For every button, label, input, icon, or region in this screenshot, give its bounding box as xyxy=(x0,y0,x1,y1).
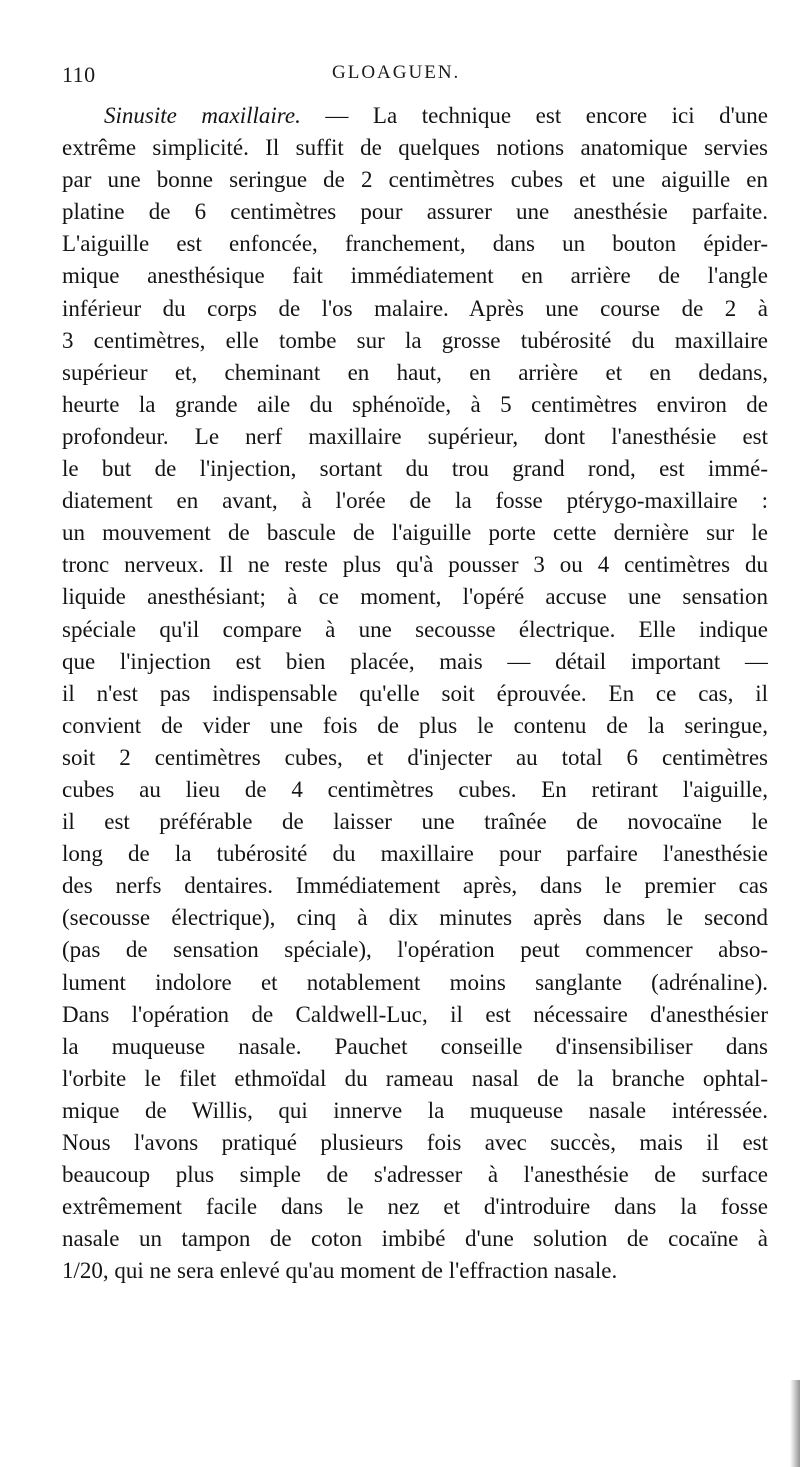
text-line: beaucoup plus simple de s'adresser à l'anesthésie de surface xyxy=(62,1162,768,1188)
text-line: tronc nerveux. Il ne reste plus qu'à pousser 3 ou 4 centimètres du xyxy=(62,552,768,578)
first-line-text: — La technique est encore ici d'une xyxy=(300,103,768,128)
text-line: mique de Willis, qui innerve la muqueuse nasale intéressée. xyxy=(62,1097,768,1123)
text-line: (pas de sensation spéciale), l'opération peut commencer abso- xyxy=(62,937,768,963)
text-line: inférieur du corps de l'os malaire. Après une course de 2 à xyxy=(62,295,768,321)
text-line: un mouvement de bascule de l'aiguille porte cette dernière sur le xyxy=(62,520,768,546)
text-line: le but de l'injection, sortant du trou grand rond, est immé- xyxy=(62,456,768,482)
text-line: long de la tubérosité du maxillaire pour parfaire l'anesthésie xyxy=(62,841,768,867)
text-line: extrêmement facile dans le nez et d'introduire dans la fosse xyxy=(62,1194,768,1220)
running-head xyxy=(62,52,768,92)
paragraph-first-line xyxy=(62,100,768,132)
text-line: des nerfs dentaires. Immédiatement après, dans le premier cas xyxy=(62,873,768,899)
text-line: (secousse électrique), cinq à dix minutes après dans le second xyxy=(62,905,768,931)
text-line: que l'injection est bien placée, mais — détail important — xyxy=(62,648,768,674)
text-line: Nous l'avons pratiqué plusieurs fois avec succès, mais il est xyxy=(62,1130,768,1155)
text-line: la muqueuse nasale. Pauchet conseille d'insensibiliser dans xyxy=(62,1033,768,1059)
text-line: supérieur et, cheminant en haut, en arrière et en dedans, xyxy=(62,359,768,385)
text-line: liquide anesthésiant; à ce moment, l'opéré accuse une sensation xyxy=(62,584,768,610)
text-line: heurte la grande aile du sphénoïde, à 5 centimètres environ de xyxy=(62,391,768,417)
text-line: platine de 6 centimètres pour assurer une anesthésie parfaite. xyxy=(62,199,768,225)
text-line: extrême simplicité. Il suffit de quelques notions anatomique servies xyxy=(62,135,768,161)
text-line: nasale un tampon de coton imbibé d'une solution de cocaïne à xyxy=(62,1226,768,1252)
text-line: mique anesthésique fait immédiatement en arrière de l'angle xyxy=(62,263,768,289)
section-title: Sinusite maxillaire. xyxy=(104,103,301,128)
text-line: diatement en avant, à l'orée de la fosse ptérygo-maxillaire : xyxy=(62,488,768,514)
text-line: il n'est pas indispensable qu'elle soit éprouvée. En ce cas, il xyxy=(62,680,768,706)
page-edge-shadow xyxy=(790,1380,800,1467)
text-line: profondeur. Le nerf maxillaire supérieur, dont l'anesthésie est xyxy=(62,423,768,449)
running-title: GLOAGUEN. xyxy=(332,62,461,83)
text-line-last: 1/20, qui ne sera enlevé qu'au moment de l'effraction nasale. xyxy=(62,1258,618,1284)
text-line: Dans l'opération de Caldwell-Luc, il est nécessaire d'anesthésier xyxy=(62,1001,768,1027)
text-line: par une bonne seringue de 2 centimètres cubes et une aiguille en xyxy=(62,167,768,193)
text-line: convient de vider une fois de plus le contenu de la seringue, xyxy=(62,712,768,738)
text-line: il est préférable de laisser une traînée de novocaïne le xyxy=(62,809,768,835)
text-line: soit 2 centimètres cubes, et d'injecter au total 6 centimètres xyxy=(62,744,768,770)
text-line: cubes au lieu de 4 centimètres cubes. En retirant l'aiguille, xyxy=(62,776,768,802)
text-line: 3 centimètres, elle tombe sur la grosse tubérosité du maxillaire xyxy=(62,327,768,353)
text-line: l'orbite le filet ethmoïdal du rameau nasal de la branche ophtal- xyxy=(62,1065,768,1091)
text-line: lument indolore et notablement moins sanglante (adrénaline). xyxy=(62,969,768,995)
page-number: 110 xyxy=(62,62,96,87)
text-line: spéciale qu'il compare à une secousse électrique. Elle indique xyxy=(62,616,768,642)
text-line: L'aiguille est enfoncée, franchement, dans un bouton épider- xyxy=(62,231,768,257)
body-paragraph xyxy=(62,100,768,1287)
